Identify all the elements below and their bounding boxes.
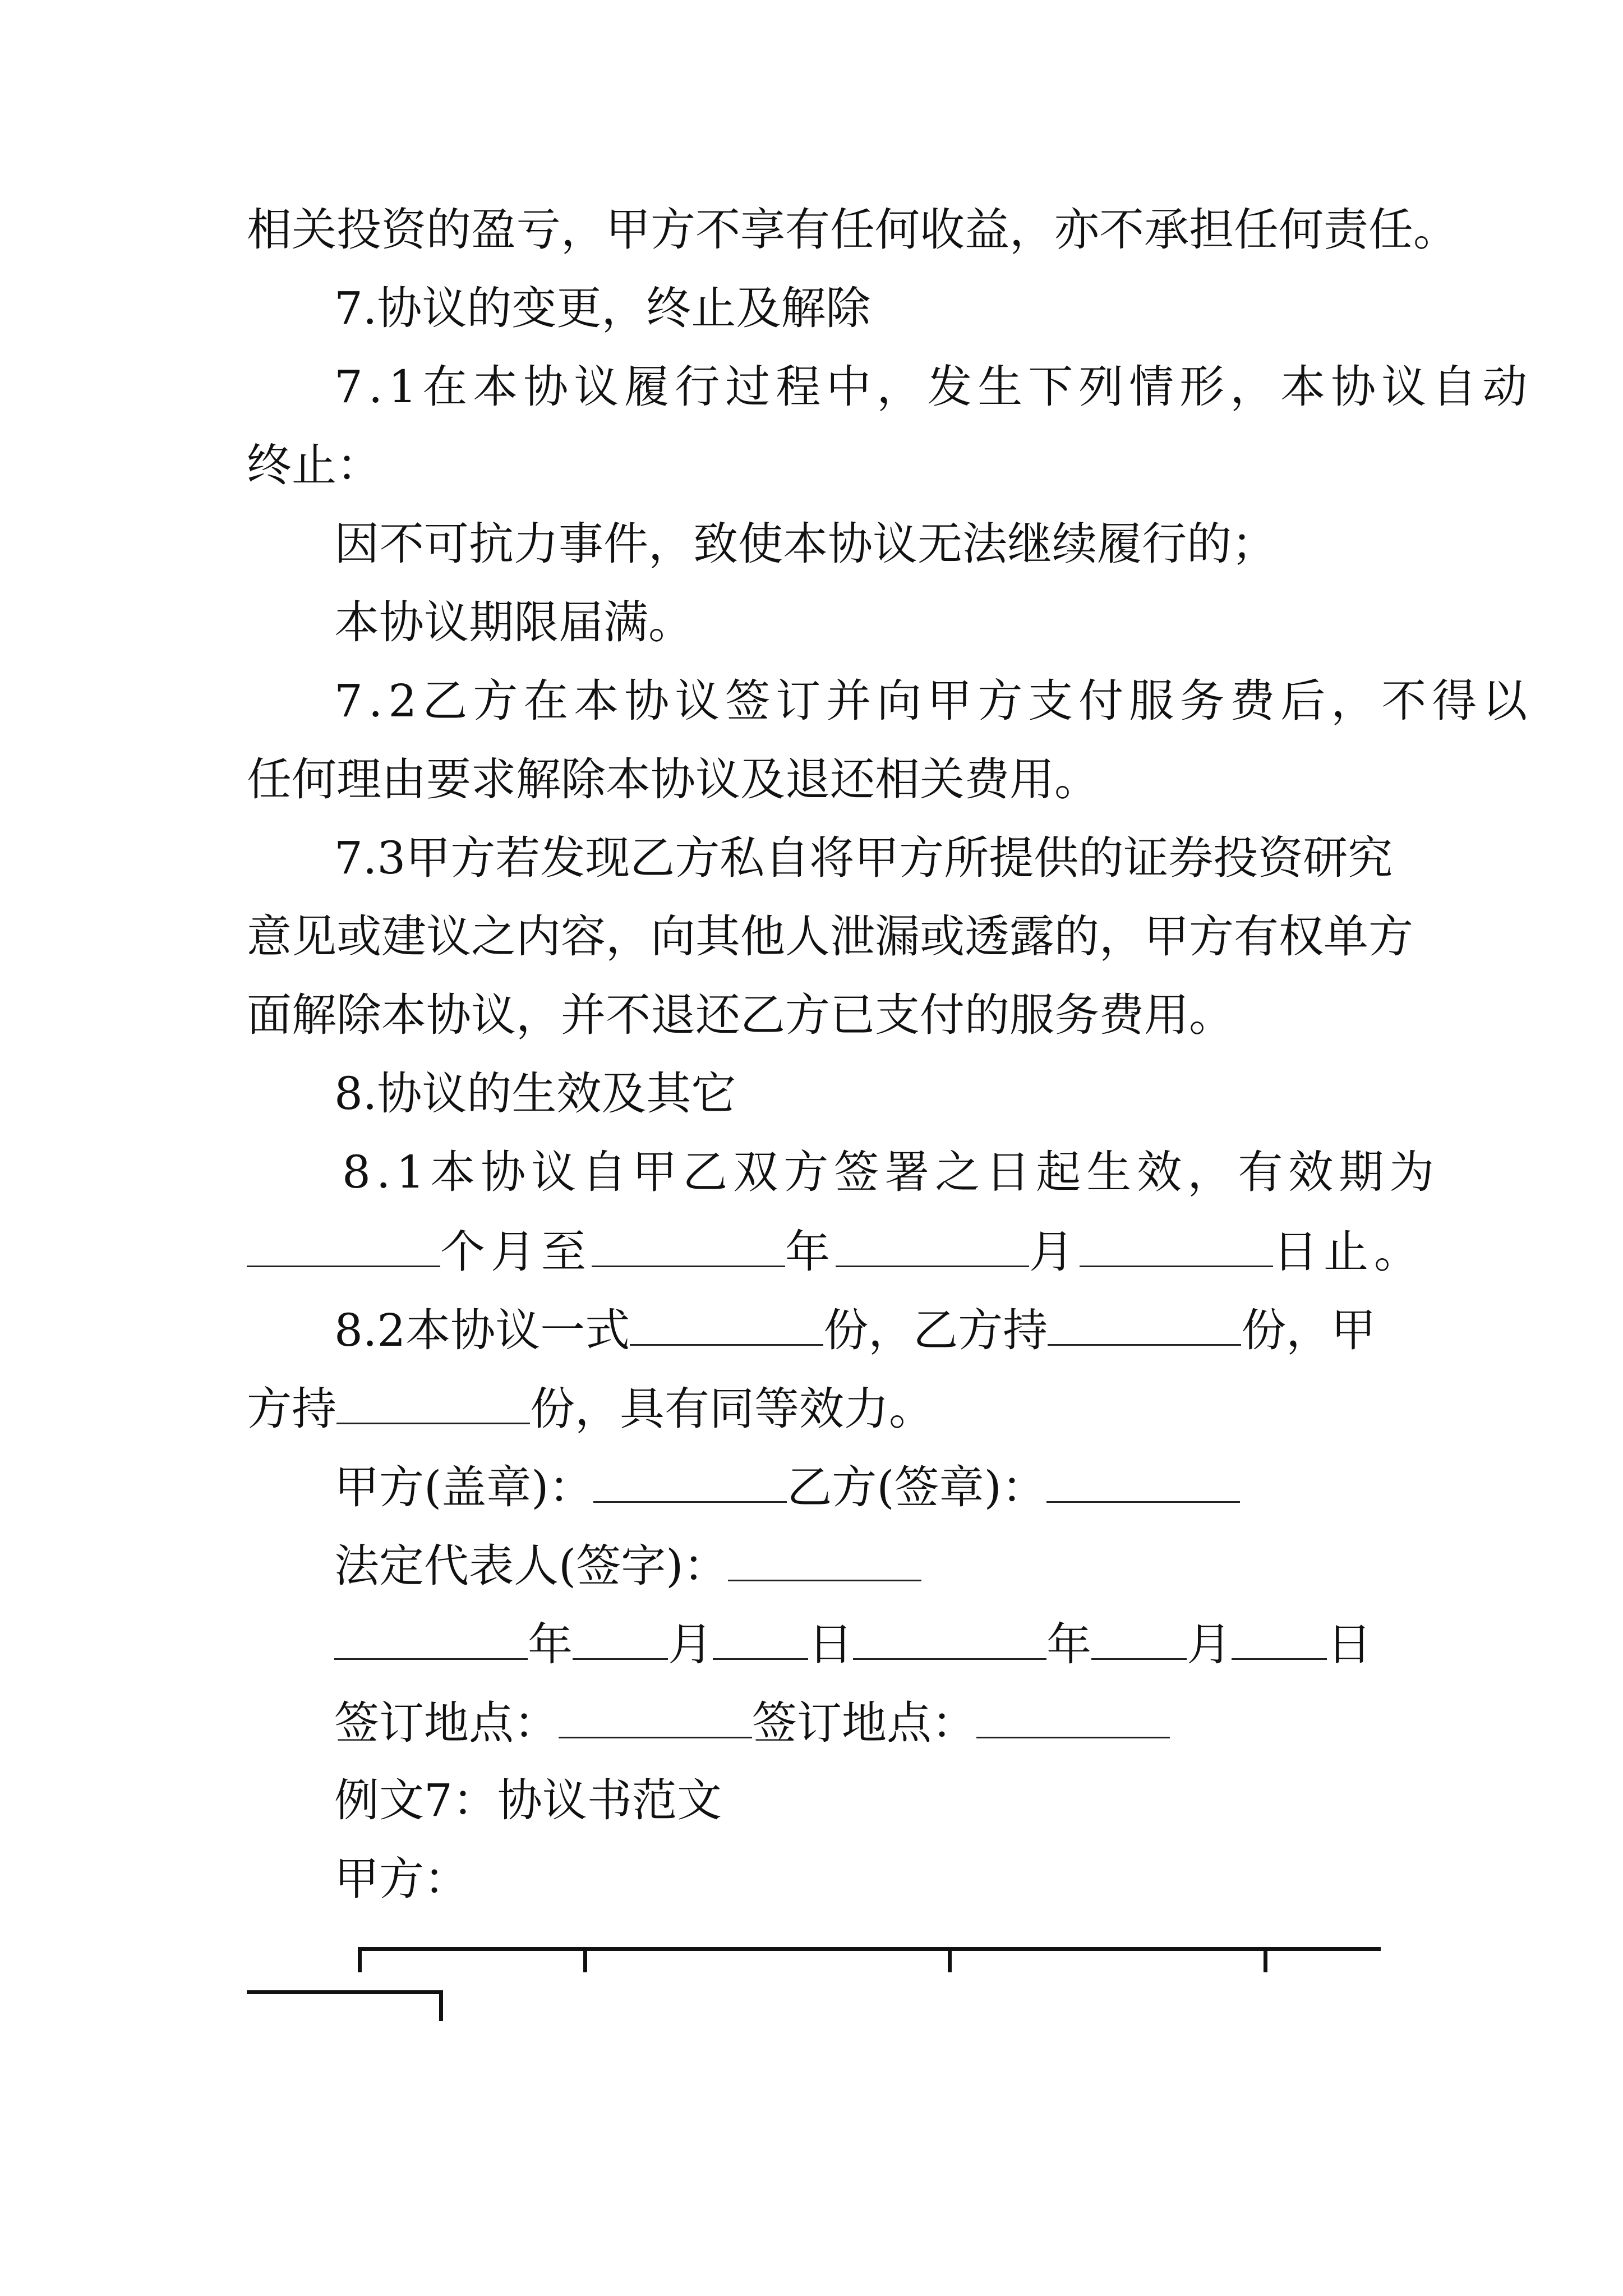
day-field[interactable] (713, 1621, 808, 1660)
signature-line (334, 1461, 1240, 1513)
blank-field[interactable] (1048, 1307, 1241, 1346)
year-field[interactable] (853, 1621, 1046, 1660)
blank-field[interactable] (1080, 1228, 1273, 1267)
table-border (1264, 1947, 1267, 1972)
text-fragment: 年 (785, 1226, 836, 1278)
table-border (358, 1947, 1381, 1951)
signature-line (334, 1540, 921, 1592)
paragraph-line: 因不可抗力事件，致使本协议无法继续履行的； (334, 518, 1276, 570)
table-border (247, 1990, 443, 1994)
party-a-label: 甲方： (334, 1853, 469, 1905)
paragraph-line: 意见或建议之内容，向其他人泄漏或透露的，甲方有权单方 (247, 910, 1413, 963)
text-fragment: 日 (808, 1618, 853, 1671)
place-field[interactable] (559, 1700, 752, 1738)
text-fragment: 年 (1046, 1618, 1091, 1671)
example-title: 例文7：协议书范文 (334, 1774, 722, 1826)
table-border (439, 1990, 443, 2021)
party-b-seal-field[interactable] (1046, 1464, 1240, 1503)
paragraph-line: 终止： (247, 439, 381, 491)
text-fragment: 份，具有同等效力。 (530, 1383, 934, 1435)
place-line (334, 1697, 1170, 1749)
day-field[interactable] (1232, 1621, 1327, 1660)
blank-field[interactable] (247, 1228, 440, 1267)
copies-line (247, 1383, 934, 1435)
paragraph-line: 面解除本协议，并不退还乙方已支付的服务费用。 (247, 989, 1234, 1041)
blank-field[interactable] (630, 1307, 823, 1346)
table-border (358, 1947, 362, 1972)
month-field[interactable] (1091, 1621, 1187, 1660)
text-fragment: 份，乙方持 (823, 1304, 1048, 1356)
paragraph-line: 8.1本协议自甲乙双方签署之日起生效，有效期为 (342, 1146, 1440, 1198)
paragraph-line: 7.3甲方若发现乙方私自将甲方所提供的证券投资研究 (334, 832, 1393, 884)
section-heading: 8.协议的生效及其它 (334, 1068, 736, 1120)
text-fragment: 份，甲 (1241, 1304, 1376, 1356)
legal-rep-label: 法定代表人(签字)： (334, 1540, 728, 1592)
party-b-seal-label: 乙方(签章)： (787, 1461, 1046, 1513)
text-fragment: 8.2本协议一式 (334, 1304, 630, 1356)
paragraph-line: 7.2乙方在本协议签订并向甲方支付服务费后，不得以 (334, 675, 1533, 727)
copies-line (334, 1304, 1376, 1356)
legal-rep-field[interactable] (728, 1543, 921, 1581)
term-line (247, 1226, 1424, 1278)
party-a-seal-field[interactable] (593, 1464, 787, 1503)
month-field[interactable] (573, 1621, 668, 1660)
blank-field[interactable] (336, 1386, 530, 1424)
year-field[interactable] (334, 1621, 528, 1660)
place-field[interactable] (976, 1700, 1170, 1738)
date-line (334, 1618, 1372, 1671)
paragraph-line: 相关投资的盈亏，甲方不享有任何收益，亦不承担任何责任。 (247, 204, 1458, 256)
place-label: 签订地点： (752, 1697, 976, 1749)
text-fragment: 方持 (247, 1383, 336, 1435)
text-fragment: 个月至 (440, 1226, 592, 1278)
paragraph-line: 任何理由要求解除本协议及退还相关费用。 (247, 753, 1099, 806)
table-border (948, 1947, 952, 1972)
place-label: 签订地点： (334, 1697, 559, 1749)
text-fragment: 日止。 (1273, 1226, 1424, 1278)
text-fragment: 月 (1029, 1226, 1080, 1278)
text-fragment: 月 (1187, 1618, 1232, 1671)
paragraph-line: 本协议期限届满。 (334, 596, 693, 648)
text-fragment: 年 (528, 1618, 573, 1671)
text-fragment: 日 (1327, 1618, 1372, 1671)
blank-field[interactable] (836, 1228, 1029, 1267)
table-border (583, 1947, 587, 1972)
section-heading: 7.协议的变更，终止及解除 (334, 282, 871, 334)
text-fragment: 月 (668, 1618, 713, 1671)
blank-field[interactable] (592, 1228, 785, 1267)
party-a-seal-label: 甲方(盖章)： (334, 1461, 594, 1513)
paragraph-line: 7.1在本协议履行过程中，发生下列情形，本协议自动 (334, 361, 1533, 413)
